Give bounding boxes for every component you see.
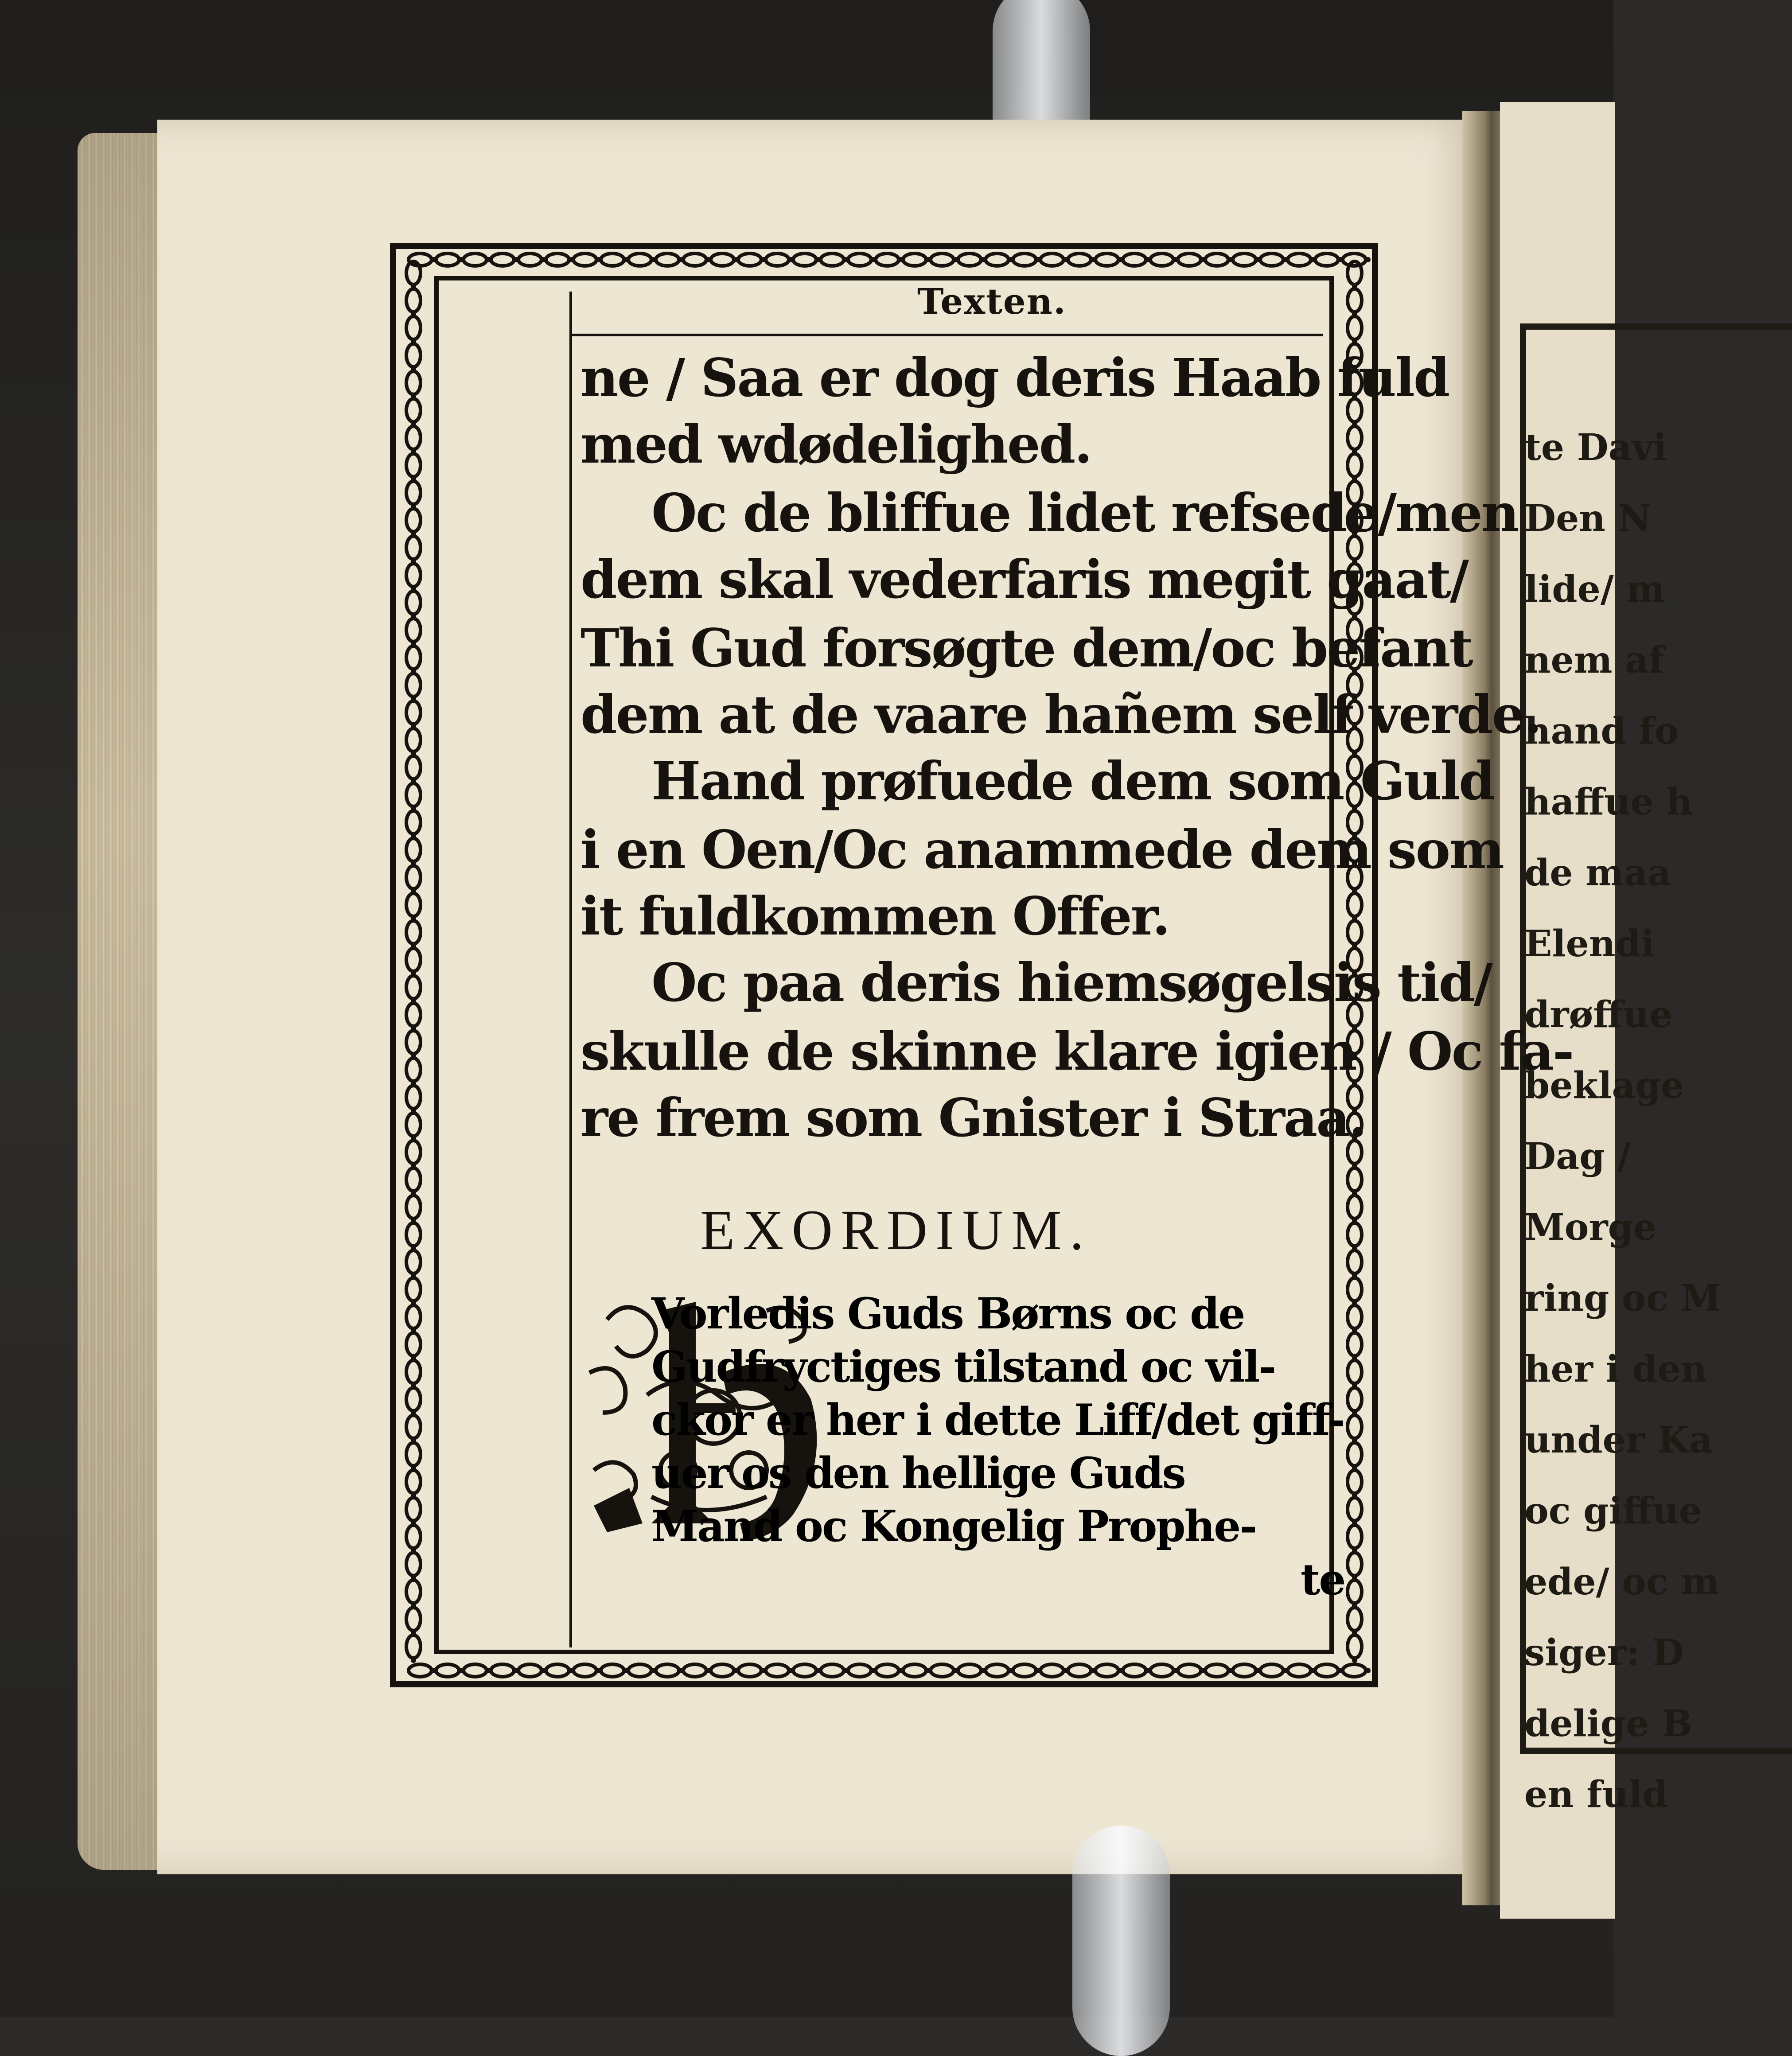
frame-ornament-left [398,256,429,1674]
next-page-line: de maa [1524,852,1671,894]
ornament-link [711,253,734,266]
ornament-link [406,811,421,834]
ornament-link [406,399,421,422]
ornament-link [406,701,421,724]
next-page-line: oc giffue [1524,1490,1702,1532]
ornament-link [1348,1360,1362,1383]
ornament-link [1348,1525,1362,1548]
ornament-link [406,454,421,477]
next-page-line: delige B [1524,1702,1693,1745]
ornament-link [683,253,706,266]
ornament-link [958,1664,981,1677]
text-line: i en Oen/Oc anammede dem som [580,819,1504,880]
ornament-link [573,1664,596,1677]
ornament-link [711,1664,734,1677]
ornament-link [406,1168,421,1191]
ornament-link [1348,1278,1362,1301]
next-page-line: hand fo [1524,710,1679,752]
next-page-line: Elendi [1524,923,1655,965]
ornament-link [406,261,421,284]
ornament-link [1095,253,1118,266]
ornament-link [1348,454,1362,477]
ornament-link [406,921,421,944]
ornament-link [1348,316,1362,339]
ornament-link [1040,253,1064,266]
ornament-link [406,289,421,312]
ornament-link [903,253,926,266]
ornament-link [1013,253,1036,266]
next-page-line: her i den [1524,1348,1707,1390]
text-line: it fuldkommen Offer. [580,885,1169,947]
ornament-link [1233,1664,1256,1677]
ornament-link [406,1470,421,1493]
ornament-link [406,1003,421,1026]
next-page-line: Den N [1524,497,1652,540]
text-line: skulle de skinne klare igien / Oc fa- [580,1020,1573,1082]
ornament-link [464,253,487,266]
ornament-link [1260,1664,1283,1677]
ornament-link [1095,1664,1118,1677]
text-line: Oc paa deris hiemsøgelsis tid/ [651,952,1492,1013]
next-page-line: beklage [1524,1064,1684,1107]
ornament-link [406,1498,421,1521]
ornament-link [683,1664,706,1677]
ornament-link [601,253,624,266]
ornament-link [406,838,421,861]
ornament-link [1233,253,1256,266]
next-page-line: ring oc M [1524,1277,1721,1320]
ornament-link [931,253,954,266]
ornament-link [1348,1580,1362,1603]
text-line: Oc de bliffue lidet refsede/men [651,482,1518,544]
header-rule [569,334,1323,336]
ornament-link [406,866,421,889]
ornament-link [406,426,421,449]
ornament-link [821,1664,844,1677]
ornament-link [1040,1664,1064,1677]
ornament-link [1288,253,1311,266]
ornament-link [931,1664,954,1677]
ornament-link [406,509,421,532]
ornament-link [406,344,421,367]
ornament-link [406,976,421,999]
exordium-line: Gudfryctiges tilstand oc vil- [651,1342,1275,1392]
ornamental-frame [390,243,1573,1687]
ornament-link [1348,1498,1362,1521]
ornament-link [406,536,421,559]
ornament-link [848,253,871,266]
column-rule-vertical [569,292,572,1647]
ornament-link [406,1553,421,1576]
ornament-link [1348,426,1362,449]
next-page-line: Dag / [1524,1135,1631,1178]
ornament-link [766,1664,789,1677]
next-page-line: haffue h [1524,781,1693,823]
ornament-link [821,253,844,266]
ornament-link [406,1141,421,1164]
ornament-link [1348,1443,1362,1466]
next-page-line: ede/ oc m [1524,1561,1720,1603]
ornament-link [406,1360,421,1383]
ornament-link [1348,1333,1362,1356]
next-page-line: en fuld [1524,1773,1668,1816]
ornament-link [903,1664,926,1677]
ornament-link [546,1664,569,1677]
ornament-link [766,253,789,266]
book-page-right [1500,102,1721,1919]
ornament-link [406,316,421,339]
ornament-link [406,1113,421,1136]
next-page-line: Morge [1524,1206,1657,1249]
ornament-link [406,1333,421,1356]
ornament-link [793,253,816,266]
ornament-link [1348,921,1362,944]
ornament-link [406,1415,421,1438]
exordium-line: Vorledis Guds Børns oc de [651,1289,1244,1339]
ornament-link [1348,1608,1362,1631]
frame-ornament-top [403,246,1365,273]
ornament-link [848,1664,871,1677]
ornament-link [406,1250,421,1273]
ornament-link [1205,1664,1228,1677]
ornament-link [406,1580,421,1603]
ornament-link [986,253,1009,266]
exordium-line: ckor er her i dette Liff/det giff- [651,1395,1344,1445]
running-head: Texten. [917,280,1067,322]
ornament-link [546,253,569,266]
ornament-dot [1352,1658,1357,1663]
ornament-link [406,1525,421,1548]
ornament-link [628,1664,651,1677]
ornament-link [406,893,421,916]
ornament-link [406,1635,421,1658]
ornament-link [986,1664,1009,1677]
ornament-link [1013,1664,1036,1677]
exordium-line: Mand oc Kongelig Prophe- [651,1501,1256,1551]
ornament-link [1123,1664,1146,1677]
ornament-link [406,1608,421,1631]
ornament-link [1260,253,1283,266]
ornament-link [1205,253,1228,266]
ornament-link [406,728,421,752]
ornament-link [1348,1553,1362,1576]
text-line: re frem som Gnister i Straa. [580,1087,1366,1149]
text-line: Thi Gud forsøgte dem/oc befant [580,617,1472,679]
ornament-link [518,1664,541,1677]
ornament-link [406,1223,421,1246]
ornament-link [1348,1388,1362,1411]
next-page-line: te Davi [1524,426,1667,469]
ornament-link [601,1664,624,1677]
ornament-link [406,674,421,697]
ornament-link [1348,1470,1362,1493]
ornament-link [406,1443,421,1466]
ornament-link [1348,1223,1362,1246]
ornament-dot [411,1658,416,1663]
ornament-link [1150,1664,1173,1677]
ornament-link [1348,1168,1362,1191]
ornament-link [406,1278,421,1301]
ornament-link [1315,1664,1338,1677]
ornament-link [573,253,596,266]
exordium-catchword: te [1301,1554,1345,1604]
ornament-link [406,481,421,504]
book-clip-bottom [1072,1826,1170,2056]
ornament-link [406,783,421,806]
ornament-link [738,1664,761,1677]
ornament-link [958,253,981,266]
ornament-link [1348,289,1362,312]
ornament-link [406,1195,421,1219]
ornament-link [491,1664,514,1677]
ornament-link [406,1388,421,1411]
ornament-link [491,253,514,266]
ornament-link [464,1664,487,1677]
ornament-link [406,1031,421,1054]
text-line: med wdødelighed. [580,413,1091,475]
ornament-link [1178,1664,1201,1677]
section-heading: EXORDIUM. [700,1199,1092,1262]
ornament-link [406,1086,421,1109]
exordium-line: uer os den hellige Guds [651,1448,1185,1498]
ornament-link [436,253,459,266]
ornament-link [656,1664,679,1677]
ornament-link [876,253,899,266]
frame-ornament-bottom [403,1657,1365,1684]
ornament-link [406,1305,421,1328]
ornament-link [1348,1195,1362,1219]
ornament-link [406,591,421,614]
ornament-link [628,253,651,266]
ornament-link [406,1058,421,1081]
ornament-link [1348,893,1362,916]
next-page-line: nem af [1524,639,1664,681]
next-page-line: siger: D [1524,1632,1684,1674]
next-page-text [1524,412,1790,1830]
ornament-link [876,1664,899,1677]
ornament-link [1068,253,1091,266]
text-line: dem skal vederfaris megit gaat/ [580,549,1468,610]
ornament-link [1348,261,1362,284]
ornament-link [1178,253,1201,266]
ornament-link [1348,1305,1362,1328]
ornament-link [1348,1635,1362,1658]
ornament-link [656,253,679,266]
ornament-link [406,646,421,669]
text-line: dem at de vaare hañem self verde. [580,684,1541,745]
ornament-link [1288,1664,1311,1677]
ornament-link [436,1664,459,1677]
ornament-link [1348,1250,1362,1273]
ornament-link [406,756,421,779]
ornament-link [1150,253,1173,266]
ornament-link [738,253,761,266]
text-line: Hand prøfuede dem som Guld [651,750,1494,812]
ornament-link [1315,253,1338,266]
ornament-link [406,948,421,971]
ornament-link [406,371,421,394]
ornament-link [793,1664,816,1677]
text-line: ne / Saa er dog deris Haab fuld [580,347,1449,409]
ornament-link [518,253,541,266]
next-page-line: drøffue [1524,993,1673,1036]
next-page-line: lide/ m [1524,568,1665,611]
next-page-line: under Ka [1524,1419,1713,1461]
ornament-link [406,619,421,642]
ornament-link [1068,1664,1091,1677]
ornament-link [1123,253,1146,266]
ornament-link [406,564,421,587]
ornament-link [1348,1415,1362,1438]
